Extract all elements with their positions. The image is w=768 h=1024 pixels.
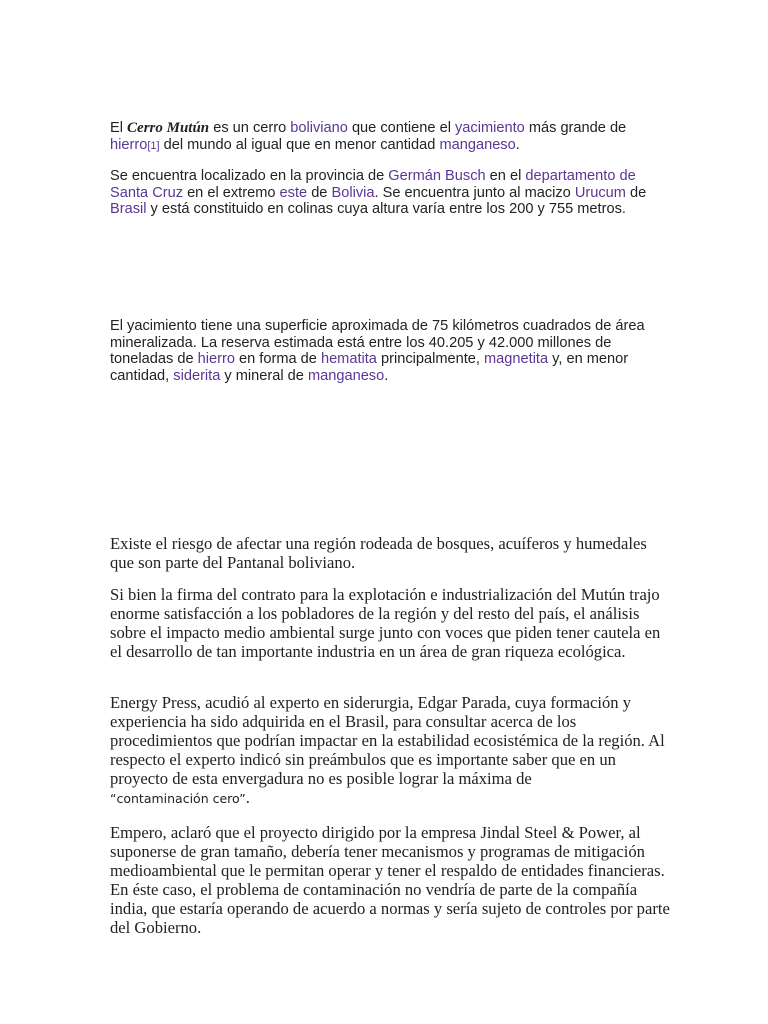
paragraph-risk: Existe el riesgo de afectar una región rodeada de bosques, acuíferos y humedales que son parte del Pantanal boliviano. (110, 534, 647, 572)
paragraph-contract: Si bien la firma del contrato para la explotación e industrialización del Mutún trajo enorme satisfacción a los pobladores de la región y del resto del país, el análisis sobre el impacto medio ambiental surge junto con voces que piden tener cautela en el desarrollo de tan importante industria en un área de gran riqueza ecológica. (110, 585, 661, 661)
paragraph-location (110, 168, 670, 218)
text: en el extremo (183, 184, 280, 201)
link-departamento-santa-cruz[interactable]: departamento de Santa Cruz (110, 168, 636, 201)
text: El (110, 120, 128, 136)
link-magnetita[interactable]: magnetita (484, 351, 549, 367)
link-siderita[interactable]: siderita (173, 367, 221, 384)
text: más grande de (524, 120, 627, 136)
quote-contaminacion-cero: “contaminación cero” (110, 791, 246, 806)
link-hematita[interactable]: hematita (320, 351, 377, 367)
link-brasil[interactable]: Brasil (110, 201, 147, 217)
text: y mineral de (220, 367, 308, 384)
text: . (515, 136, 520, 153)
text: . Se encuentra junto al macizo (374, 184, 575, 201)
text: Se encuentra localizado en la provincia de (110, 168, 389, 184)
link-hierro[interactable]: hierro (110, 136, 148, 153)
text: que contiene el (347, 120, 455, 136)
link-boliviano[interactable]: boliviano (290, 120, 348, 136)
text: de (307, 184, 332, 201)
text: en forma de (234, 351, 321, 367)
text: . (384, 367, 389, 384)
text: El yacimiento tiene una superficie aproximada de 75 kilómetros cuadrados de área mineralizada. La reserva estimada está entre los 40.205 y 42.000 millones de toneladas de (110, 318, 645, 367)
text: . (245, 788, 250, 807)
text: principalmente, (376, 351, 485, 367)
text: en el (485, 168, 526, 184)
text: es un cerro (209, 120, 291, 136)
cerro-mutun-title: Cerro Mutún (127, 120, 210, 136)
text: Energy Press, acudió al experto en siderurgia, Edgar Parada, cuya formación y experiencia ha sido adquirida en el Brasil, para consultar acerca de los procedimientos que podrían impactar en la estabilidad ecosistémica de la región. Al respecto el experto indicó sin preámbulos que es importante saber que en un proyecto de esta envergadura no es posible lograr la máxima de (110, 693, 665, 788)
text: de (625, 184, 647, 201)
paragraph-intro (110, 120, 670, 154)
link-este[interactable]: este (279, 184, 308, 201)
link-german-busch[interactable]: Germán Busch (388, 168, 486, 184)
reference-link[interactable]: [1] (147, 139, 160, 152)
link-manganeso[interactable]: manganeso (439, 136, 516, 153)
link-bolivia[interactable]: Bolivia (331, 184, 375, 201)
paragraph-mitigation: Empero, aclaró que el proyecto dirigido por la empresa Jindal Steel & Power, al suponerse de gran tamaño, debería tener mecanismos y programas de mitigación medioambiental que le permitan operar y tener el respaldo de entidades financieras. En éste caso, el problema de contaminación no vendría de parte de la compañía india, que estaría operando de acuerdo a normas y sería sujeto de controles por parte del Gobierno. (110, 823, 670, 937)
link-hierro[interactable]: hierro (197, 351, 235, 367)
paragraph-reserves (110, 318, 670, 384)
text: y está constituido en colinas cuya altura varía entre los 200 y 755 metros. (146, 201, 626, 217)
text: del mundo al igual que en menor cantidad (159, 136, 440, 153)
paragraph-expert (110, 693, 670, 808)
link-yacimiento[interactable]: yacimiento (455, 120, 525, 136)
text: y, en menor cantidad, (110, 351, 629, 384)
link-urucum[interactable]: Urucum (574, 184, 626, 201)
link-manganeso[interactable]: manganeso (307, 367, 385, 384)
